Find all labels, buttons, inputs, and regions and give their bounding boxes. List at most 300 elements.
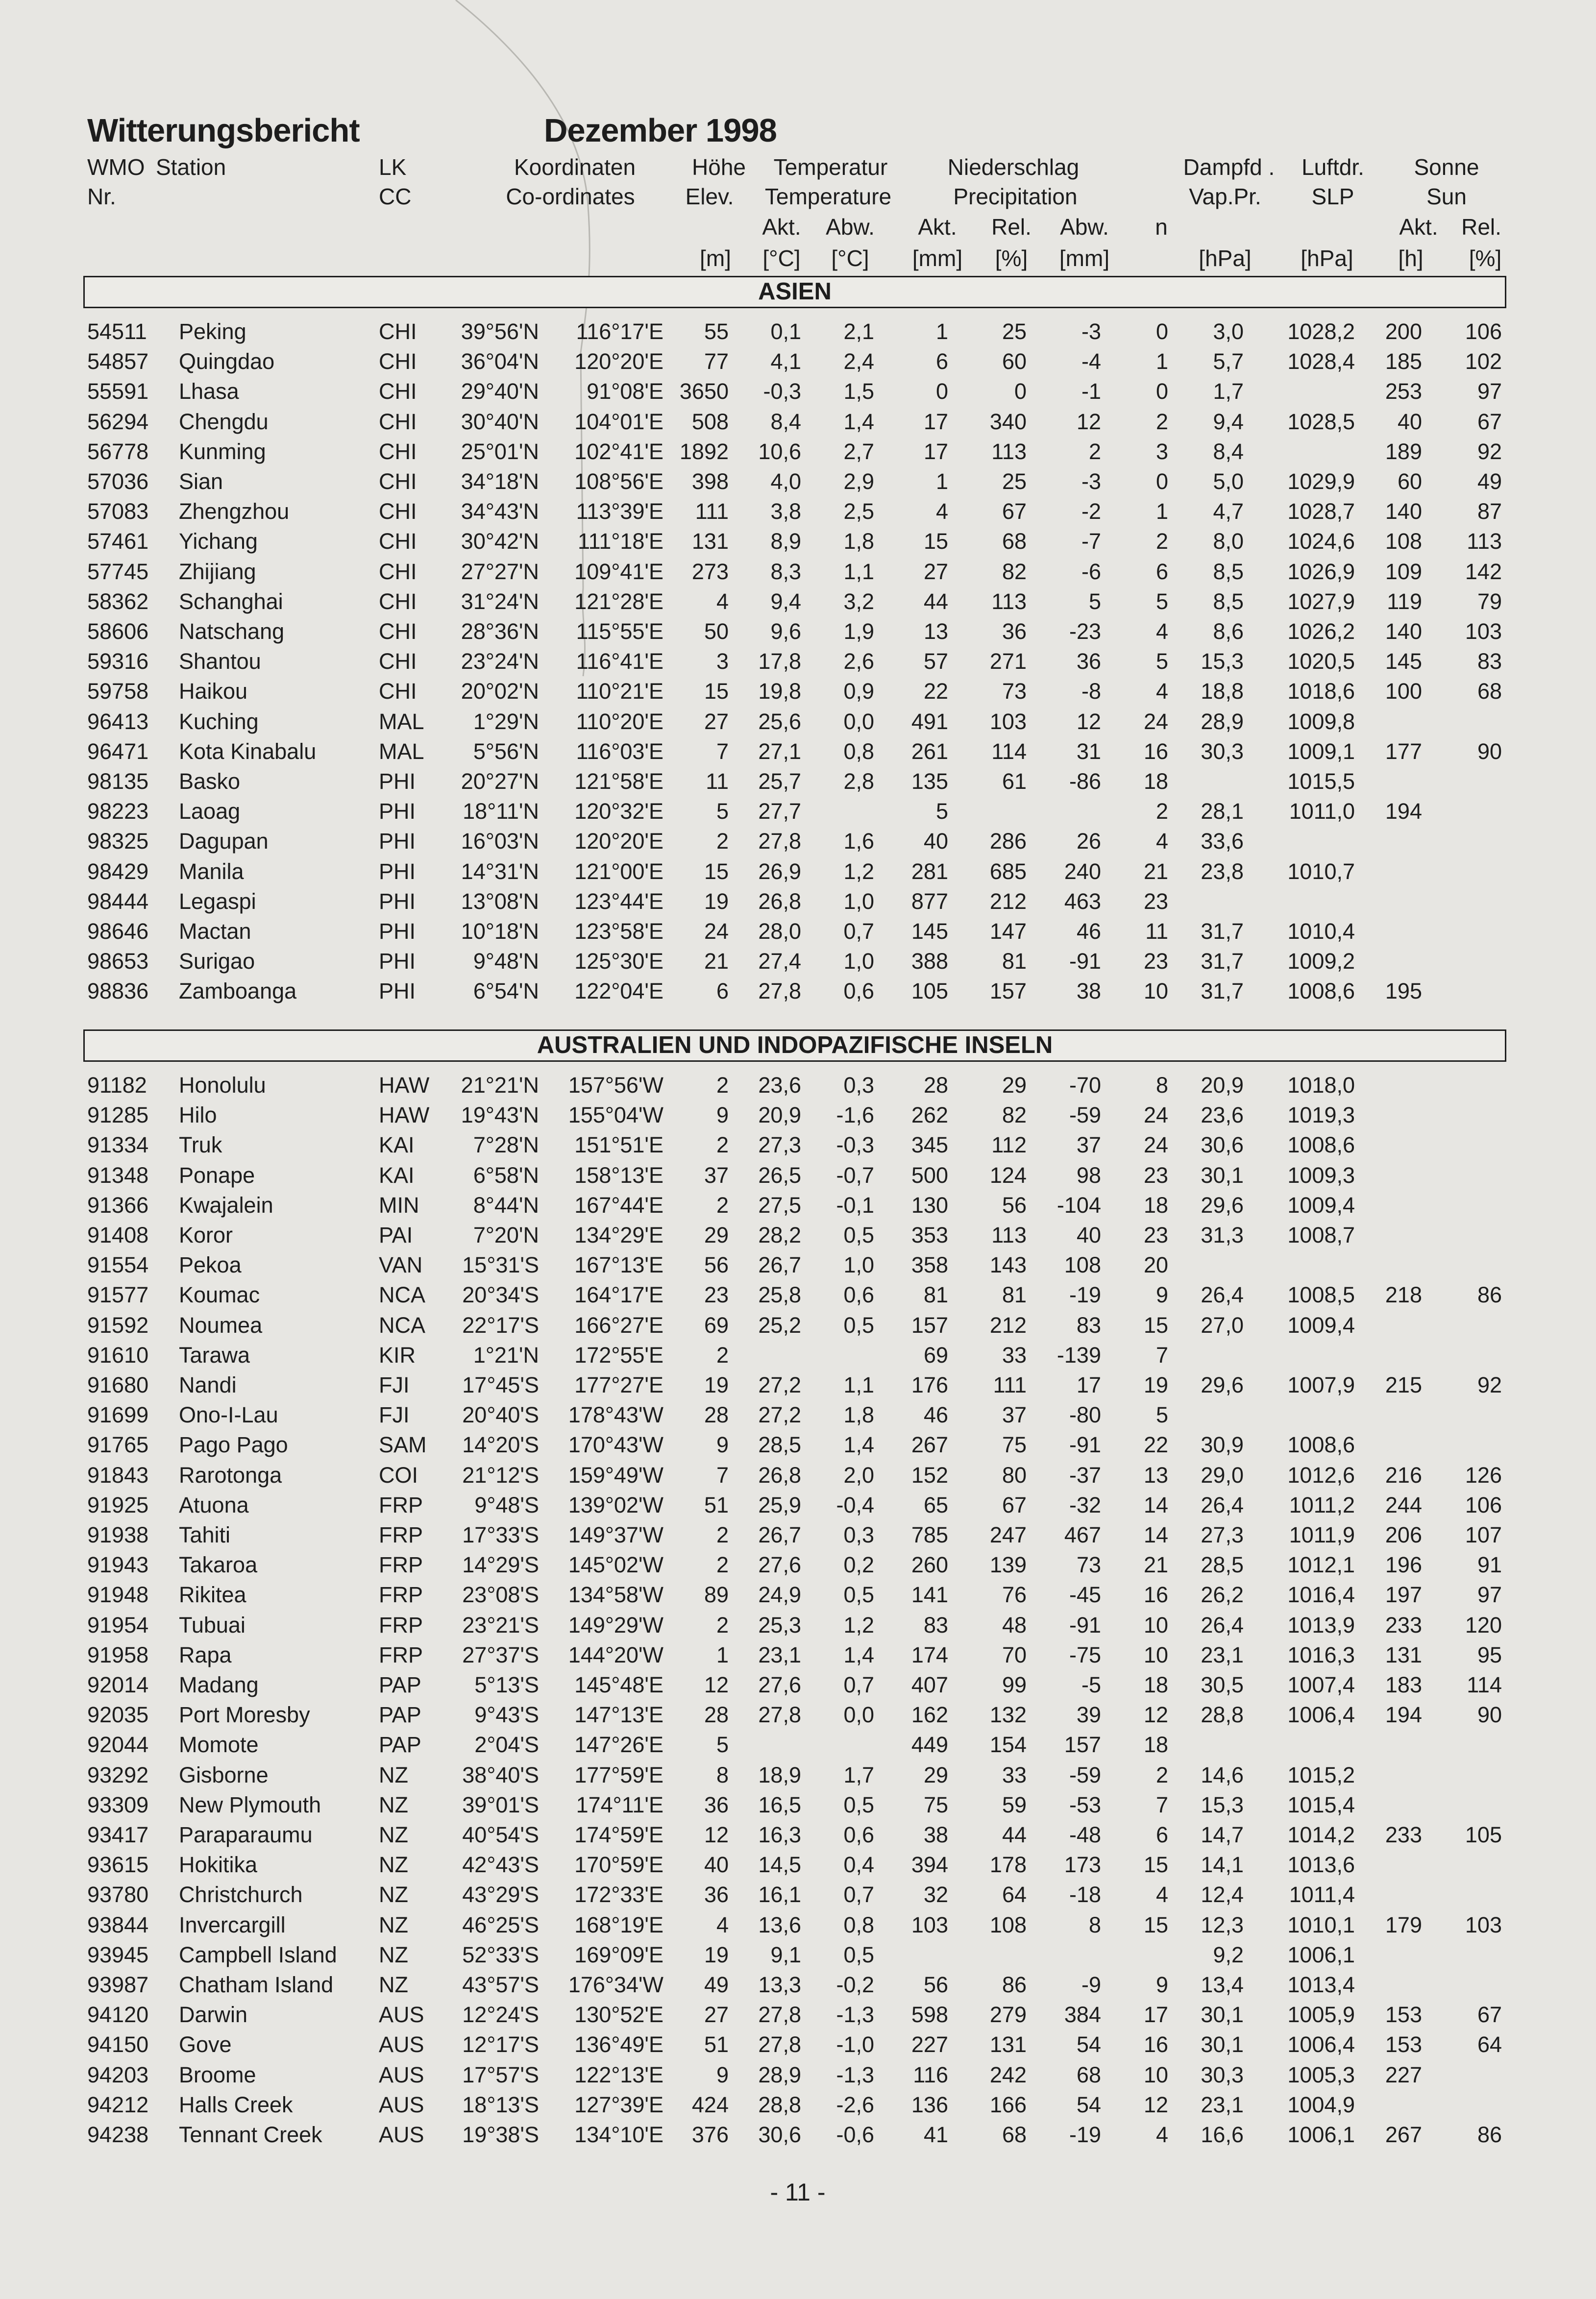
cell-precip-rel: 60	[1002, 349, 1027, 374]
cell-elevation: 1892	[679, 439, 729, 464]
cell-precip-abw: -37	[1069, 1462, 1101, 1488]
cell-wmo-number: 93292	[87, 1762, 149, 1787]
cell-station-name: Legaspi	[179, 888, 256, 914]
cell-precip-rel: 247	[989, 1522, 1027, 1547]
cell-wmo-number: 96471	[87, 738, 149, 764]
cell-latitude: 21°21'N	[461, 1073, 539, 1098]
cell-elevation: 7	[716, 738, 729, 764]
cell-station-name: Kunming	[179, 439, 266, 464]
section-header	[83, 276, 1506, 308]
cell-precip-days: 3	[1155, 439, 1168, 464]
cell-station-name: Halls Creek	[179, 2092, 293, 2117]
cell-precip-akt: 152	[911, 1462, 948, 1488]
cell-country-code: CHI	[379, 349, 417, 374]
cell-wmo-number: 91680	[87, 1372, 149, 1397]
cell-precip-akt: 388	[911, 949, 948, 974]
cell-precip-abw: 31	[1076, 738, 1101, 764]
cell-station-name: Koumac	[179, 1282, 260, 1308]
cell-latitude: 22°17'S	[462, 1312, 539, 1338]
cell-precip-days: 8	[1155, 1073, 1168, 1098]
cell-wmo-number: 57461	[87, 529, 149, 554]
cell-country-code: PAI	[379, 1223, 413, 1247]
cell-elevation: 36	[704, 1792, 729, 1817]
cell-temp-abw: 2,9	[843, 469, 874, 494]
table-row	[0, 1940, 1596, 1970]
cell-elevation: 3	[716, 649, 729, 674]
cell-sun-akt: 244	[1385, 1492, 1422, 1517]
cell-longitude: 130°52'E	[574, 2002, 663, 2028]
cell-country-code: CHI	[379, 409, 417, 434]
cell-precip-akt: 27	[923, 559, 948, 584]
cell-country-code: PHI	[379, 769, 416, 794]
cell-temp-akt: 28,0	[758, 919, 801, 944]
cell-sun-rel: 103	[1465, 1912, 1502, 1937]
cell-longitude: 116°41'E	[576, 649, 663, 674]
cell-precip-days: 24	[1143, 709, 1168, 734]
cell-temp-akt: 25,7	[758, 769, 801, 794]
cell-precip-days: 15	[1143, 1312, 1168, 1338]
header-koordinaten: Koordinaten	[514, 154, 636, 180]
cell-precip-abw: -91	[1069, 949, 1101, 974]
cell-sea-level-pressure: 1013,6	[1287, 1852, 1355, 1878]
cell-sea-level-pressure: 1013,4	[1287, 1972, 1355, 1997]
cell-country-code: PHI	[379, 919, 416, 944]
cell-latitude: 23°24'N	[461, 649, 539, 674]
table-row	[0, 1520, 1596, 1550]
header-vap-pr: Vap.Pr.	[1189, 184, 1261, 209]
cell-precip-rel: 81	[1002, 1282, 1027, 1308]
cell-sun-akt: 197	[1385, 1582, 1422, 1608]
cell-country-code: VAN	[379, 1252, 423, 1278]
cell-temp-akt: 27,3	[758, 1132, 801, 1158]
unit-precip-pct: [%]	[995, 245, 1028, 271]
cell-longitude: 145°48'E	[574, 1672, 663, 1697]
cell-sea-level-pressure: 1015,4	[1287, 1792, 1355, 1817]
table-row	[0, 1880, 1596, 1909]
cell-elevation: 5	[716, 799, 729, 824]
cell-temp-akt: -0,3	[763, 379, 801, 404]
cell-latitude: 1°21'N	[473, 1342, 539, 1368]
cell-wmo-number: 91366	[87, 1192, 149, 1218]
cell-station-name: Invercargill	[179, 1912, 286, 1937]
cell-vapour-pressure: 30,3	[1201, 2062, 1244, 2087]
header-precipitation: Precipitation	[953, 184, 1078, 209]
cell-wmo-number: 93309	[87, 1792, 149, 1817]
cell-precip-rel: 75	[1002, 1432, 1027, 1458]
cell-vapour-pressure: 29,6	[1201, 1372, 1244, 1397]
cell-wmo-number: 93780	[87, 1882, 149, 1908]
table-row	[0, 886, 1596, 916]
unit-meters: [m]	[700, 245, 731, 271]
cell-elevation: 8	[716, 1762, 729, 1787]
cell-precip-days: 12	[1143, 1702, 1168, 1728]
cell-temp-abw: -0,6	[836, 2122, 874, 2147]
cell-precip-abw: 26	[1076, 829, 1101, 854]
cell-temp-akt: 17,8	[758, 649, 801, 674]
cell-country-code: HAW	[379, 1102, 430, 1128]
cell-precip-abw: 98	[1076, 1162, 1101, 1188]
cell-precip-rel: 157	[989, 978, 1027, 1004]
cell-precip-akt: 116	[913, 2062, 948, 2087]
cell-precip-days: 0	[1155, 379, 1168, 404]
cell-sun-rel: 67	[1477, 409, 1502, 434]
cell-wmo-number: 91948	[87, 1582, 149, 1608]
cell-precip-days: 13	[1143, 1462, 1168, 1488]
cell-precip-abw: -59	[1069, 1762, 1101, 1787]
cell-wmo-number: 91699	[87, 1402, 149, 1428]
cell-temp-abw: -0,4	[836, 1492, 874, 1517]
cell-sea-level-pressure: 1018,6	[1287, 679, 1355, 704]
cell-country-code: CHI	[379, 588, 417, 614]
cell-wmo-number: 98836	[87, 978, 149, 1004]
table-row	[0, 2000, 1596, 2030]
cell-precip-days: 24	[1143, 1102, 1168, 1128]
cell-temp-abw: 1,2	[843, 858, 874, 884]
cell-station-name: Tarawa	[179, 1342, 250, 1368]
cell-elevation: 3650	[679, 379, 729, 404]
cell-precip-rel: 143	[989, 1252, 1027, 1278]
cell-station-name: Chatham Island	[179, 1972, 334, 1997]
cell-precip-days: 6	[1155, 1822, 1168, 1847]
cell-country-code: PHI	[379, 829, 416, 854]
cell-precip-abw: -4	[1081, 349, 1101, 374]
cell-precip-akt: 69	[923, 1342, 948, 1368]
cell-longitude: 121°00'E	[574, 858, 663, 884]
cell-sun-rel: 106	[1465, 319, 1502, 344]
cell-precip-rel: 33	[1002, 1762, 1027, 1787]
cell-precip-rel: 86	[1002, 1972, 1027, 1997]
cell-precip-days: 16	[1143, 1582, 1168, 1608]
table-row	[0, 1460, 1596, 1490]
cell-temp-akt: 23,6	[758, 1073, 801, 1098]
table-row	[0, 1130, 1596, 1160]
cell-elevation: 4	[716, 1912, 729, 1937]
cell-temp-abw: 1,0	[843, 888, 874, 914]
cell-sun-rel: 92	[1477, 1372, 1502, 1397]
cell-temp-abw: 0,6	[843, 1282, 874, 1308]
cell-latitude: 5°13'S	[474, 1672, 539, 1697]
cell-sea-level-pressure: 1028,7	[1287, 499, 1355, 524]
cell-precip-abw: 12	[1076, 409, 1101, 434]
cell-precip-days: 23	[1143, 1162, 1168, 1188]
cell-precip-rel: 154	[989, 1732, 1027, 1758]
cell-precip-abw: -86	[1069, 769, 1101, 794]
cell-latitude: 52°33'S	[462, 1942, 539, 1967]
cell-wmo-number: 98444	[87, 888, 149, 914]
cell-wmo-number: 98325	[87, 829, 149, 854]
cell-precip-abw: -9	[1081, 1972, 1101, 1997]
cell-longitude: 158°13'E	[574, 1162, 663, 1188]
unit-vap-hpa: [hPa]	[1199, 245, 1252, 271]
cell-longitude: 104°01'E	[574, 409, 663, 434]
cell-sun-akt: 185	[1385, 349, 1422, 374]
unit-temp-abw: [°C]	[831, 245, 869, 271]
cell-sea-level-pressure: 1028,5	[1287, 409, 1355, 434]
cell-precip-rel: 73	[1002, 679, 1027, 704]
cell-temp-abw: 1,5	[843, 379, 874, 404]
cell-station-name: Zamboanga	[179, 978, 297, 1004]
unit-sun-pct: [%]	[1469, 245, 1502, 271]
cell-temp-abw: -1,3	[836, 2062, 874, 2087]
cell-precip-rel: 67	[1002, 499, 1027, 524]
cell-temp-abw: 1,8	[843, 1402, 874, 1428]
cell-longitude: 111°18'E	[577, 529, 663, 554]
cell-sun-rel: 106	[1465, 1492, 1502, 1517]
cell-latitude: 15°31'S	[462, 1252, 539, 1278]
cell-country-code: FRP	[379, 1492, 423, 1517]
cell-precip-days: 2	[1155, 1762, 1168, 1787]
header-dampfdruck: Dampfd .	[1183, 154, 1275, 180]
cell-elevation: 56	[704, 1252, 729, 1278]
cell-sun-rel: 114	[1467, 1672, 1502, 1697]
table-row	[0, 1790, 1596, 1820]
cell-temp-abw: -2,6	[836, 2092, 874, 2117]
cell-precip-rel: 113	[991, 1223, 1027, 1247]
cell-temp-abw: 2,7	[843, 439, 874, 464]
cell-precip-rel: 99	[1002, 1672, 1027, 1697]
cell-sea-level-pressure: 1009,4	[1287, 1192, 1355, 1218]
cell-station-name: Tubuai	[179, 1612, 246, 1638]
cell-wmo-number: 93615	[87, 1852, 149, 1878]
section-title: ASIEN	[758, 278, 832, 305]
unit-slp-hpa: [hPa]	[1301, 245, 1353, 271]
cell-elevation: 376	[691, 2122, 729, 2147]
cell-sun-akt: 60	[1397, 469, 1422, 494]
cell-vapour-pressure: 23,1	[1201, 1642, 1244, 1667]
cell-temp-akt: 30,6	[758, 2122, 801, 2147]
cell-sea-level-pressure: 1019,3	[1287, 1102, 1355, 1128]
cell-temp-akt: 27,8	[758, 829, 801, 854]
cell-temp-abw: 0,3	[843, 1522, 874, 1547]
header-station: Station	[156, 154, 226, 180]
cell-sun-akt: 177	[1385, 738, 1422, 764]
cell-sun-akt: 131	[1385, 1642, 1422, 1667]
table-row	[0, 2090, 1596, 2120]
cell-longitude: 166°27'E	[574, 1312, 663, 1338]
cell-longitude: 121°28'E	[574, 588, 663, 614]
cell-elevation: 9	[716, 1102, 729, 1128]
table-row	[0, 707, 1596, 736]
cell-precip-abw: -139	[1056, 1342, 1101, 1368]
cell-temp-akt: 26,8	[758, 1462, 801, 1488]
cell-elevation: 2	[716, 1612, 729, 1638]
cell-precip-akt: 358	[911, 1252, 948, 1278]
cell-temp-akt: 4,1	[770, 349, 801, 374]
cell-temp-akt: 3,8	[770, 499, 801, 524]
report-title: Witterungsbericht	[87, 112, 360, 149]
cell-temp-akt: 0,1	[770, 319, 801, 344]
cell-wmo-number: 57083	[87, 499, 149, 524]
cell-vapour-pressure: 26,2	[1201, 1582, 1244, 1608]
header-elev: Elev.	[685, 184, 734, 209]
cell-precip-days: 9	[1155, 1972, 1168, 1997]
header-sun: Sun	[1426, 184, 1467, 209]
cell-longitude: 177°59'E	[574, 1762, 663, 1787]
cell-vapour-pressure: 5,7	[1213, 349, 1244, 374]
cell-country-code: KIR	[379, 1342, 416, 1368]
cell-wmo-number: 94212	[87, 2092, 149, 2117]
cell-longitude: 120°20'E	[574, 829, 663, 854]
cell-temp-abw: -1,0	[836, 2032, 874, 2057]
table-row	[0, 587, 1596, 616]
cell-sun-akt: 206	[1385, 1522, 1422, 1547]
table-row	[0, 1640, 1596, 1670]
cell-temp-akt: 27,1	[758, 738, 801, 764]
cell-sun-rel: 49	[1477, 469, 1502, 494]
cell-wmo-number: 54511	[87, 319, 147, 344]
cell-precip-rel: 59	[1002, 1792, 1027, 1817]
cell-vapour-pressure: 5,0	[1213, 469, 1244, 494]
cell-precip-abw: 46	[1076, 919, 1101, 944]
cell-precip-rel: 108	[989, 1912, 1027, 1937]
cell-latitude: 28°36'N	[461, 619, 539, 644]
cell-wmo-number: 98646	[87, 919, 149, 944]
cell-longitude: 155°04'W	[568, 1102, 663, 1128]
cell-longitude: 116°03'E	[576, 738, 663, 764]
cell-precip-rel: 0	[1014, 379, 1027, 404]
cell-precip-akt: 345	[911, 1132, 948, 1158]
table-row	[0, 1280, 1596, 1310]
cell-country-code: NCA	[379, 1312, 426, 1338]
cell-sun-akt: 183	[1385, 1672, 1422, 1697]
cell-temp-akt: 8,3	[770, 559, 801, 584]
cell-precip-akt: 162	[911, 1702, 948, 1728]
cell-temp-akt: 9,6	[770, 619, 801, 644]
cell-vapour-pressure: 30,9	[1201, 1432, 1244, 1458]
cell-wmo-number: 91577	[87, 1282, 149, 1308]
page-number: - 11 -	[770, 2178, 826, 2206]
cell-elevation: 12	[704, 1822, 729, 1847]
cell-vapour-pressure: 30,3	[1201, 738, 1244, 764]
cell-elevation: 5	[716, 1732, 729, 1758]
cell-country-code: AUS	[379, 2002, 424, 2028]
cell-latitude: 13°08'N	[461, 888, 539, 914]
cell-temp-akt: 16,1	[758, 1882, 801, 1908]
cell-precip-akt: 0	[935, 379, 948, 404]
cell-vapour-pressure: 8,5	[1213, 588, 1244, 614]
cell-sea-level-pressure: 1016,4	[1287, 1582, 1355, 1608]
table-row	[0, 1220, 1596, 1250]
cell-precip-akt: 75	[923, 1792, 948, 1817]
cell-sun-akt: 216	[1385, 1462, 1422, 1488]
cell-precip-days: 15	[1143, 1912, 1168, 1937]
cell-precip-akt: 28	[923, 1073, 948, 1098]
cell-country-code: FJI	[379, 1402, 410, 1428]
cell-temp-abw: 1,9	[843, 619, 874, 644]
cell-wmo-number: 91610	[87, 1342, 149, 1368]
table-row	[0, 736, 1596, 766]
cell-wmo-number: 92014	[87, 1672, 149, 1697]
cell-wmo-number: 94238	[87, 2122, 149, 2147]
cell-sun-akt: 153	[1385, 2002, 1422, 2028]
header-coordinates: Co-ordinates	[506, 184, 635, 209]
cell-country-code: FRP	[379, 1612, 423, 1638]
cell-wmo-number: 91938	[87, 1522, 149, 1547]
cell-elevation: 2	[716, 1192, 729, 1218]
cell-precip-abw: -48	[1069, 1822, 1101, 1847]
cell-elevation: 4	[716, 588, 729, 614]
cell-precip-abw: -1	[1081, 379, 1101, 404]
header-sun-rel: Rel.	[1461, 214, 1501, 240]
cell-precip-days: 23	[1143, 949, 1168, 974]
cell-sun-akt: 195	[1385, 978, 1422, 1004]
cell-vapour-pressure: 1,7	[1213, 379, 1244, 404]
cell-precip-akt: 353	[911, 1223, 948, 1247]
cell-temp-akt: 28,2	[758, 1223, 801, 1247]
cell-precip-abw: -18	[1069, 1882, 1101, 1908]
cell-precip-days: 21	[1143, 858, 1168, 884]
cell-sun-rel: 86	[1477, 1282, 1502, 1308]
cell-station-name: Schanghai	[179, 588, 283, 614]
cell-sun-akt: 215	[1385, 1372, 1422, 1397]
cell-sea-level-pressure: 1010,1	[1287, 1912, 1355, 1937]
cell-elevation: 398	[691, 469, 729, 494]
table-row	[0, 796, 1596, 826]
cell-vapour-pressure: 30,1	[1201, 2002, 1244, 2028]
cell-precip-rel: 70	[1002, 1642, 1027, 1667]
cell-latitude: 36°04'N	[461, 349, 539, 374]
cell-latitude: 1°29'N	[473, 709, 539, 734]
cell-vapour-pressure: 30,5	[1201, 1672, 1244, 1697]
cell-sun-akt: 145	[1385, 649, 1422, 674]
table-row	[0, 1760, 1596, 1790]
cell-vapour-pressure: 13,4	[1201, 1972, 1244, 1997]
cell-sea-level-pressure: 1028,2	[1287, 319, 1355, 344]
cell-wmo-number: 56294	[87, 409, 149, 434]
cell-precip-days: 4	[1155, 679, 1168, 704]
cell-latitude: 42°43'S	[462, 1852, 539, 1878]
cell-temp-akt: 8,4	[770, 409, 801, 434]
cell-temp-akt: 28,8	[758, 2092, 801, 2117]
cell-precip-rel: 103	[989, 709, 1027, 734]
cell-country-code: NZ	[379, 1942, 408, 1967]
table-row	[0, 407, 1596, 437]
cell-sun-akt: 40	[1397, 409, 1422, 434]
cell-vapour-pressure: 33,6	[1201, 829, 1244, 854]
cell-country-code: KAI	[379, 1132, 415, 1158]
cell-precip-days: 16	[1143, 738, 1168, 764]
cell-latitude: 6°58'N	[473, 1162, 539, 1188]
cell-sun-akt: 200	[1385, 319, 1422, 344]
cell-station-name: Gove	[179, 2032, 232, 2057]
cell-longitude: 120°20'E	[574, 349, 663, 374]
header-temp-abw: Abw.	[826, 214, 875, 240]
header-temp-akt: Akt.	[762, 214, 801, 240]
header-precip-akt: Akt.	[918, 214, 957, 240]
cell-vapour-pressure: 8,5	[1213, 559, 1244, 584]
cell-precip-rel: 80	[1002, 1462, 1027, 1488]
cell-precip-days: 20	[1143, 1252, 1168, 1278]
cell-elevation: 51	[704, 2032, 729, 2057]
cell-precip-rel: 166	[989, 2092, 1027, 2117]
cell-latitude: 20°27'N	[461, 769, 539, 794]
cell-temp-abw: 1,7	[843, 1762, 874, 1787]
cell-latitude: 39°01'S	[462, 1792, 539, 1817]
cell-precip-akt: 29	[923, 1762, 948, 1787]
table-row	[0, 496, 1596, 526]
cell-temp-abw: 0,8	[843, 1912, 874, 1937]
cell-temp-abw: 2,6	[843, 649, 874, 674]
cell-station-name: Nandi	[179, 1372, 237, 1397]
cell-longitude: 176°34'W	[568, 1972, 663, 1997]
cell-precip-days: 1	[1155, 499, 1168, 524]
cell-elevation: 23	[704, 1282, 729, 1308]
cell-sea-level-pressure: 1004,9	[1287, 2092, 1355, 2117]
cell-sun-rel: 68	[1477, 679, 1502, 704]
cell-precip-abw: 37	[1076, 1132, 1101, 1158]
cell-precip-abw: 40	[1076, 1223, 1101, 1247]
cell-precip-days: 0	[1155, 319, 1168, 344]
